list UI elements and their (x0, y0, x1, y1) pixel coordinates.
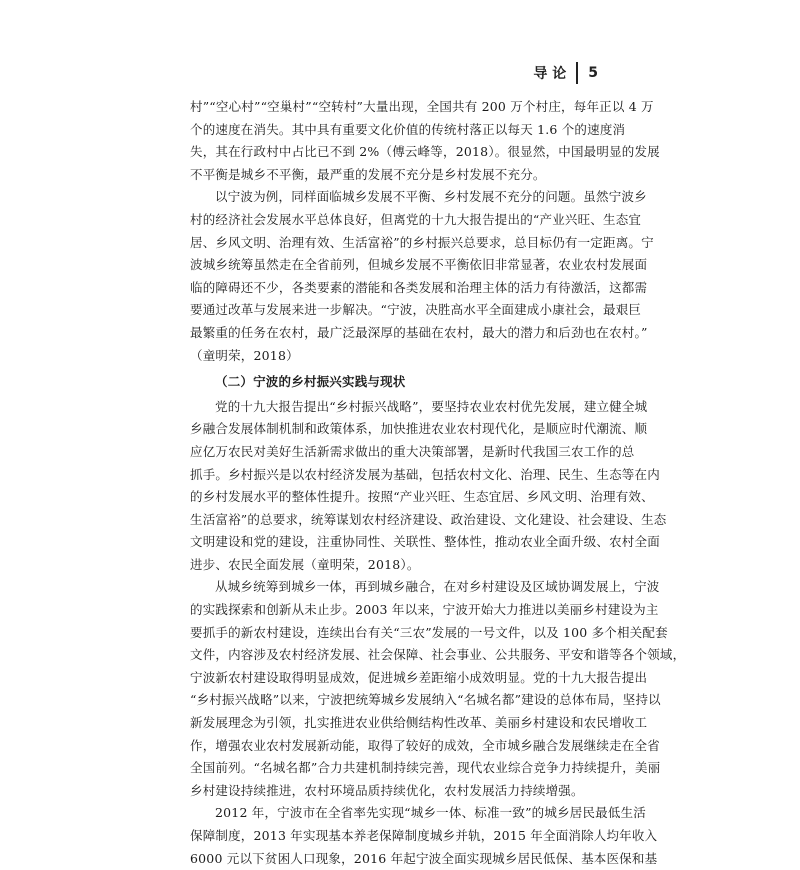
section-heading: （二）宁波的乡村振兴实践与现状 (215, 374, 406, 390)
paragraph (190, 396, 667, 577)
text-line: 作，增强农业农村发展新动能，取得了较好的成效，全市城乡融合发展继续走在全省 (190, 737, 660, 753)
paragraph (190, 96, 660, 186)
text-line: 应亿万农民对美好生活新需求做出的重大决策部署，是新时代我国三农工作的总 (190, 443, 635, 459)
text-line: 要通过改革与发展来进一步解决。“宁波，决胜高水平全面建成小康社会，最艰巨 (190, 302, 642, 318)
text-line: 党的十九大报告提出“乡村振兴战略”，要坚持农业农村优先发展，建立健全城 (215, 398, 648, 414)
text-line: 个的速度在消失。其中具有重要文化价值的传统村落正以每天 1.6 个的速度消 (190, 121, 626, 137)
paragraph (190, 576, 686, 802)
page-number: 5 (588, 65, 598, 81)
header-divider (576, 62, 578, 84)
text-line: 村”“空心村”“空巢村”“空转村”大量出现，全国共有 200 万个村庄，每年正以 4 万 (190, 99, 654, 114)
text-line: （童明荣，2018） (190, 347, 299, 363)
text-line: 宁波新农村建设取得明显成效，促进城乡差距缩小成效明显。党的十九大报告提出 (190, 669, 648, 685)
chapter-title: 导 论 (533, 66, 567, 82)
text-line: 居、乡风文明、治理有效、生活富裕”的乡村振兴总要求，总目标仍有一定距离。宁 (190, 234, 654, 250)
text-line: 全国前列。“名城名都”合力共建机制持续完善，现代农业综合竞争力持续提升，美丽 (190, 760, 661, 776)
text-line: 进步、农民全面发展（童明荣，2018）。 (190, 556, 420, 572)
running-header (533, 62, 598, 84)
text-line: 从城乡统筹到城乡一体，再到城乡融合，在对乡村建设及区域协调发展上，宁波 (215, 579, 660, 595)
text-line: 村的经济社会发展水平总体良好，但离党的十九大报告提出的“产业兴旺、生态宜 (190, 211, 642, 227)
text-line: 6000 元以下贫困人口现象，2016 年起宁波全面实现城乡居民低保、基本医保和基 (190, 850, 658, 866)
body-text (190, 96, 686, 870)
text-line: 文件，内容涉及农村经济发展、社会保障、社会事业、公共服务、平安和谐等各个领域， (190, 647, 686, 663)
text-line: 要抓手的新农村建设，连续出台有关“三农”发展的一号文件，以及 100 多个相关配套 (190, 624, 668, 640)
text-line: 乡村建设持续推进，农村环境品质持续优化，农村发展活力持续增强。 (190, 782, 584, 798)
text-line: 的乡村发展水平的整体性提升。按照“产业兴旺、生态宜居、乡风文明、治理有效、 (190, 489, 654, 505)
text-line: 2012 年，宁波市在全省率先实现“城乡一体、标准一致”的城乡居民最低生活 (215, 805, 646, 821)
text-line: “乡村振兴战略”以来，宁波把统筹城乡发展纳入“名城名都”建设的总体布局，坚持以 (190, 692, 661, 708)
text-line: 失，其在行政村中占比已不到 2%（傅云峰等，2018）。很显然，中国最明显的发展 (190, 144, 660, 160)
paragraph (190, 186, 654, 367)
text-line: 生活富裕”的总要求，统筹谋划农村经济建设、政治建设、文化建设、社会建设、生态 (190, 511, 667, 527)
text-line: 临的障碍还不少，各类要素的潜能和各类发展和治理主体的活力有待激活，这都需 (190, 279, 648, 295)
text-line: 抓手。乡村振兴是以农村经济发展为基础，包括农村文化、治理、民生、生态等在内 (190, 466, 660, 482)
text-line: 波城乡统筹虽然走在全省前列，但城乡发展不平衡依旧非常显著，农业农村发展面 (190, 257, 648, 273)
text-line: 不平衡是城乡不平衡，最严重的发展不充分是乡村发展不充分。 (190, 166, 546, 182)
paragraph (190, 802, 658, 870)
text-line: 最繁重的任务在农村，最广泛最深厚的基础在农村，最大的潜力和后劲也在农村。” (190, 324, 648, 340)
text-line: 保障制度，2013 年实现基本养老保障制度城乡并轨，2015 年全面消除人均年收入 (190, 828, 658, 843)
text-line: 乡融合发展体制机制和政策体系，加快推进农业农村现代化，是顺应时代潮流、顺 (190, 421, 648, 437)
text-line: 新发展理念为引领，扎实推进农业供给侧结构性改革、美丽乡村建设和农民增收工 (190, 715, 648, 731)
text-line: 以宁波为例，同样面临城乡发展不平衡、乡村发展不充分的问题。虽然宁波乡 (215, 189, 647, 205)
text-line: 的实践探索和创新从未止步。2003 年以来，宁波开始大力推进以美丽乡村建设为主 (190, 602, 659, 618)
text-line: 文明建设和党的建设，注重协同性、关联性、整体性，推动农业全面升级、农村全面 (190, 534, 660, 550)
